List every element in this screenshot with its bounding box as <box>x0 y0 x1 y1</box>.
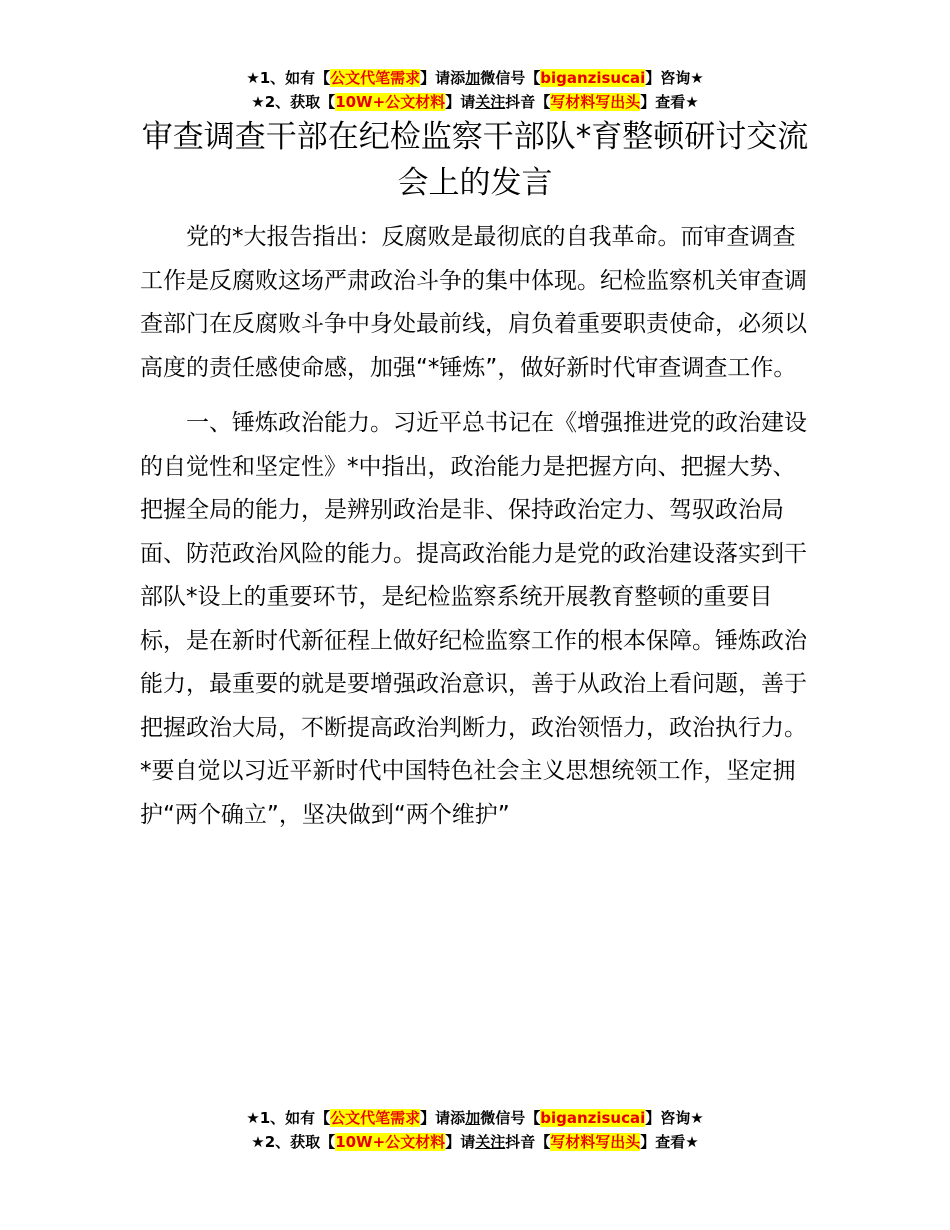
header-banner <box>0 66 950 114</box>
highlight-douyin: 写材料写出头 <box>550 1133 641 1151</box>
highlight-douyin: 写材料写出头 <box>550 93 641 111</box>
footer-line-2: ★2、获取【10W+公文材料】请关注抖音【写材料写出头】查看★ <box>251 1133 699 1151</box>
paragraph: 党的*大报告指出：反腐败是最彻底的自我革命。而审查调查工作是反腐败这场严肃政治斗争的集中体现。纪检监察机关审查调查部门在反腐败斗争中身处最前线，肩负着重要职责使命，必须以高度的责任感使命感，加强“*锤炼”，做好新时代审查调查工作。 <box>140 224 807 381</box>
header-line-2: ★2、获取【10W+公文材料】请关注抖音【写材料写出头】查看★ <box>251 93 699 111</box>
document-body <box>140 216 812 837</box>
highlight-wechat-id: biganzisucai <box>540 69 646 87</box>
highlight-wechat-id: biganzisucai <box>540 1109 646 1127</box>
highlight-materials: 10W+公文材料 <box>335 1133 446 1151</box>
paragraph: 一、锤炼政治能力。习近平总书记在《增强推进党的政治建设的自觉性和坚定性》*中指出，政治能力是把握方向、把握大势、把握全局的能力，是辨别政治是非、保持政治定力、驾驭政治局面、防范政治风险的能力。提高政治能力是党的政治建设落实到干部队*设上的重要环节，是纪检监察系统开展教育整顿的重要目标，是在新时代新征程上做好纪检监察工作的根本保障。锤炼政治能力，最重要的就是要增强政治意识，善于从政治上看问题，善于把握政治大局，不断提高政治判断力，政治领悟力，政治执行力。*要自觉以习近平新时代中国特色社会主义思想统领工作，坚定拥护“两个确立”，坚决做到“两个维护” <box>140 410 807 828</box>
footer-line-1: ★1、如有【公文代笔需求】请添加微信号【biganzisucai】咨询★ <box>246 1109 704 1127</box>
header-line-1: ★1、如有【公文代笔需求】请添加微信号【biganzisucai】咨询★ <box>246 69 704 87</box>
footer-banner <box>0 1106 950 1154</box>
document-title: 审查调查干部在纪检监察干部队*育整顿研讨交流会上的发言 <box>141 119 809 201</box>
highlight-ghostwriting: 公文代笔需求 <box>330 1109 421 1127</box>
highlight-materials: 10W+公文材料 <box>335 93 446 111</box>
highlight-ghostwriting: 公文代笔需求 <box>330 69 421 87</box>
